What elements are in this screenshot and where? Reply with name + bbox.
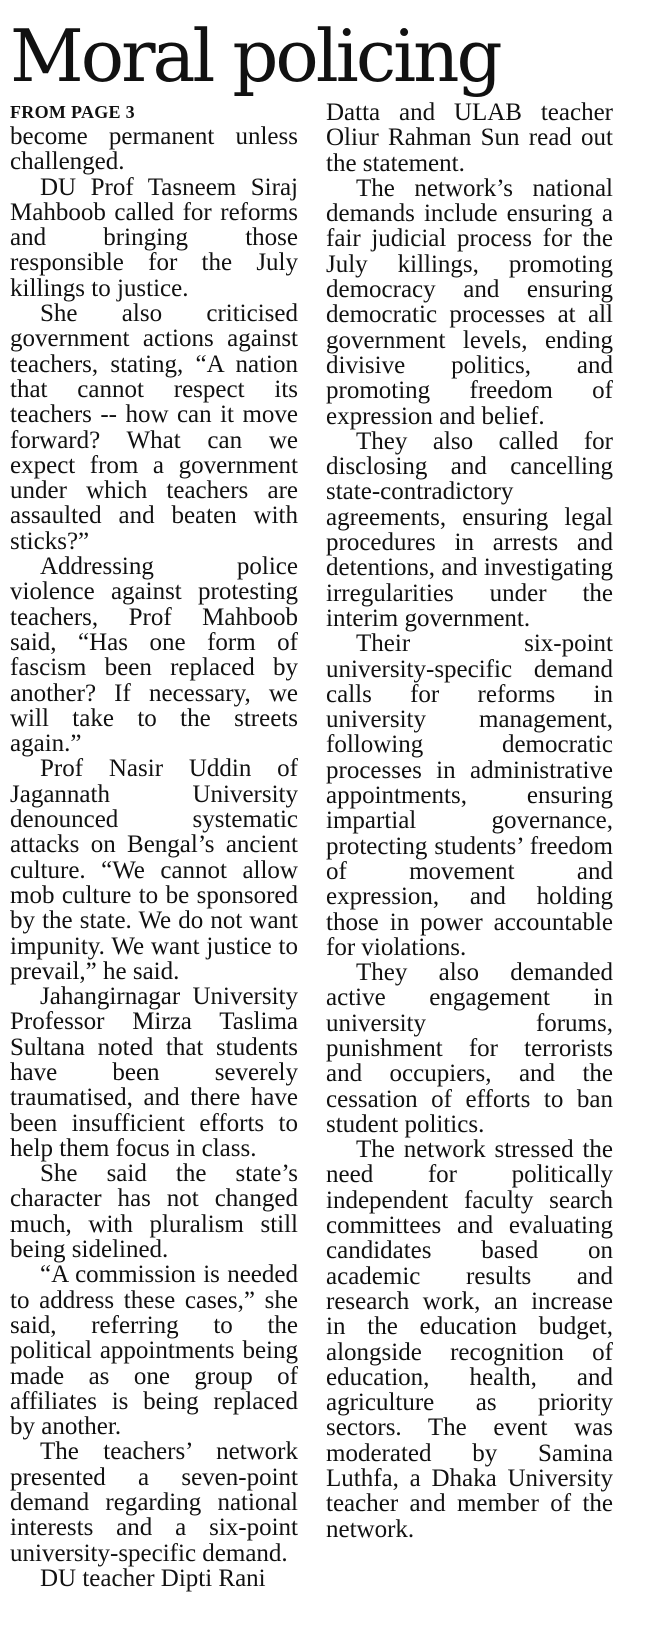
paragraph: “A commission is needed to address these cases,” she said, referring to the political appointments being made as one group of affiliates is being replaced by another.: [10, 1261, 298, 1441]
paragraph: They also called for disclosing and cancelling state-contradictory agreements, ensuring legal procedures in arrests and detentions, and investigating irregularities under the interim government.: [326, 427, 613, 632]
paragraph: Jahangirnagar University Professor Mirza Taslima Sultana noted that students have been severely traumatised, and there have been insufficient efforts to help them focus in class.: [10, 983, 298, 1162]
continuation-kicker: FROM PAGE 3: [10, 102, 135, 122]
paragraph: DU teacher Dipti Rani: [40, 1564, 266, 1592]
paragraph: They also demanded active engagement in university forums, punishment for terrorists and occupiers, and the cessation of efforts to ban student politics.: [326, 959, 613, 1138]
right-column: [326, 100, 613, 1542]
paragraph: DU Prof Tasneem Siraj Mahboob called for reforms and bringing those responsible for the July killings to justice.: [10, 173, 298, 302]
paragraph: She also criticised government actions against teachers, stating, “A nation that cannot respect its teachers -- how can it move forward? What can we expect from a government under which teachers are assaulted and beaten with sticks?”: [10, 300, 298, 555]
left-column: [10, 100, 298, 1591]
paragraph: The network’s national demands include ensuring a fair judicial process for the July killings, promoting democracy and ensuring democratic processes at all government levels, ending divisive politics, and promoting freedom of expression and belief.: [326, 174, 613, 430]
paragraph: Addressing police violence against protesting teachers, Prof Mahboob said, “Has one form of fascism been replaced by another? If necessary, we will take to the streets again.”: [10, 553, 298, 758]
paragraph: Prof Nasir Uddin of Jagannath University denounced systematic attacks on Bengal’s ancient culture. “We cannot allow mob culture to be sponsored by the state. We do not want impunity. We want justice to prevail,” he said.: [10, 755, 298, 985]
headline: Moral policing: [10, 14, 500, 98]
paragraph: She said the state’s character has not changed much, with pluralism still being sidelined.: [10, 1160, 298, 1264]
paragraph: become permanent unless challenged.: [10, 123, 298, 176]
paragraph: Datta and ULAB teacher Oliur Rahman Sun read out the statement.: [326, 99, 613, 177]
paragraph: The network stressed the need for politically independent faculty search committees and evaluating candidates based on academic results and research work, an increase in the education budget, alongside recognition of education, health, and agriculture as priority sectors. The event was moderated by Samina Luthfa, a Dhaka University teacher and member of the network.: [326, 1136, 613, 1543]
paragraph: Their six-point university-specific demand calls for reforms in university management, following democratic processes in administrative appointments, ensuring impartial governance, protecting students’ freedom of movement and expression, and holding those in power accountable for violations.: [326, 630, 613, 961]
paragraph: The teachers’ network presented a seven-point demand regarding national interests and a six-point university-specific demand.: [10, 1438, 298, 1567]
